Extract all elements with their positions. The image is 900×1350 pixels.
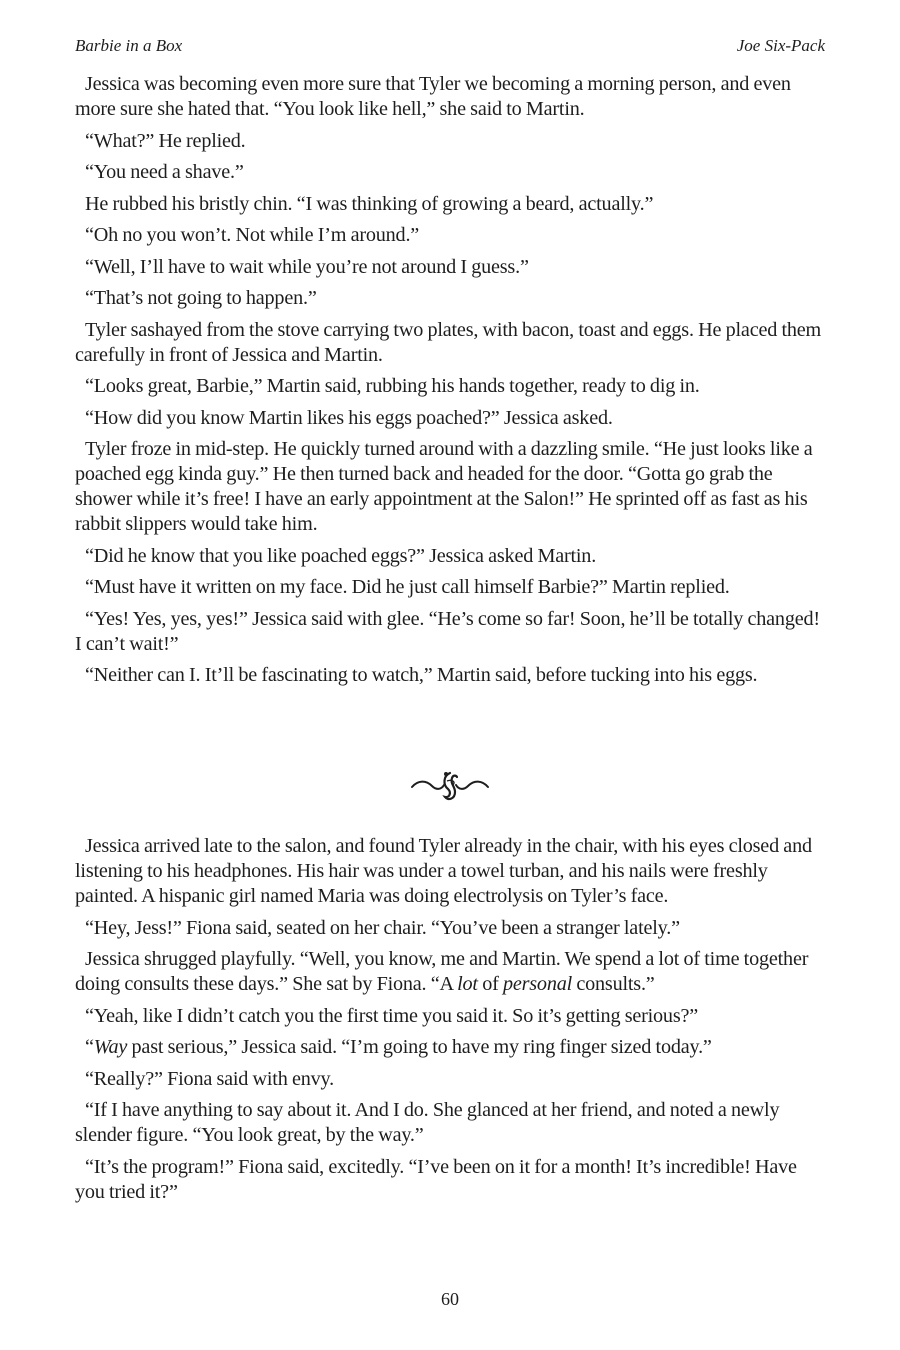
paragraph: “Yes! Yes, yes, yes!” Jessica said with glee. “He’s come so far! Soon, he’ll be totally changed! I can’t wait!” xyxy=(75,607,820,655)
text-run: “ xyxy=(85,1036,94,1058)
paragraph: Tyler froze in mid-step. He quickly turned around with a dazzling smile. “He just looks like a poached egg kinda guy.” He then turned back and headed for the door. “Gotta go grab the shower while it’s free! I have an early appointment at the Salon!” He sprinted off as fast as his rabbit slippers would take him. xyxy=(75,438,813,535)
page-number: 60 xyxy=(441,1289,459,1309)
text-section-salon xyxy=(75,834,825,1211)
running-head-author: Joe Six-Pack xyxy=(736,36,825,55)
paragraph: “Really?” Fiona said with envy. xyxy=(85,1067,334,1090)
paragraph: Jessica was becoming even more sure that Tyler we becoming a morning person, and even more sure she hated that. “You look like hell,” she said to Martin. xyxy=(75,73,791,120)
paragraph: “Well, I’ll have to wait while you’re not around I guess.” xyxy=(85,255,529,278)
paragraph: “That’s not going to happen.” xyxy=(85,287,317,309)
paragraph: He rubbed his bristly chin. “I was thinking of growing a beard, actually.” xyxy=(85,192,654,215)
paragraph: “If I have anything to say about it. And I do. She glanced at her friend, and noted a newly slender figure. “You look great, by the way.” xyxy=(75,1099,780,1146)
paragraph: “Looks great, Barbie,” Martin said, rubbing his hands together, ready to dig in. xyxy=(85,375,700,397)
emphasis-text: lot xyxy=(457,973,478,995)
paragraph xyxy=(75,1035,825,1060)
paragraph: “It’s the program!” Fiona said, excitedly. “I’ve been on it for a month! It’s incredible! Have you tried it?” xyxy=(75,1155,797,1203)
text-run: Jessica shrugged playfully. “Well, you know, me and Martin. We spend a lot of time together doing consults these days.” She sat by Fiona. “A xyxy=(75,948,809,995)
paragraph: “Must have it written on my face. Did he just call himself Barbie?” Martin replied. xyxy=(85,576,730,598)
running-header xyxy=(75,36,825,58)
running-head-book-title: Barbie in a Box xyxy=(75,36,183,55)
text-run: of xyxy=(477,973,503,995)
paragraph: “Neither can I. It’ll be fascinating to watch,” Martin said, before tucking into his eggs. xyxy=(85,664,758,686)
text-run: past serious,” Jessica said. “I’m going to have my ring finger sized today.” xyxy=(127,1036,712,1058)
text-run: consults.” xyxy=(572,973,655,995)
paragraph: “What?” He replied. xyxy=(85,129,246,152)
paragraph: “You need a shave.” xyxy=(85,161,244,183)
section-break-fleuron-icon xyxy=(400,765,500,805)
paragraph: “Hey, Jess!” Fiona said, seated on her chair. “You’ve been a stranger lately.” xyxy=(85,916,680,939)
paragraph: “Yeah, like I didn’t catch you the first time you said it. So it’s getting serious?” xyxy=(85,1004,699,1027)
paragraph: “Oh no you won’t. Not while I’m around.” xyxy=(85,224,420,246)
paragraph: Jessica arrived late to the salon, and found Tyler already in the chair, with his eyes closed and listening to his headphones. His hair was under a towel turban, and his nails were freshly painted. A hispanic girl named Maria was doing electrolysis on Tyler’s face. xyxy=(75,835,812,907)
text-section-breakfast xyxy=(75,72,825,695)
emphasis-text: personal xyxy=(502,973,573,995)
paragraph: “Did he know that you like poached eggs?” Jessica asked Martin. xyxy=(85,544,597,567)
paragraph xyxy=(75,947,825,997)
paragraph: Tyler sashayed from the stove carrying two plates, with bacon, toast and eggs. He placed them carefully in front of Jessica and Martin. xyxy=(75,318,822,366)
paragraph: “How did you know Martin likes his eggs poached?” Jessica asked. xyxy=(85,406,613,429)
emphasis-text: Way xyxy=(93,1036,128,1058)
